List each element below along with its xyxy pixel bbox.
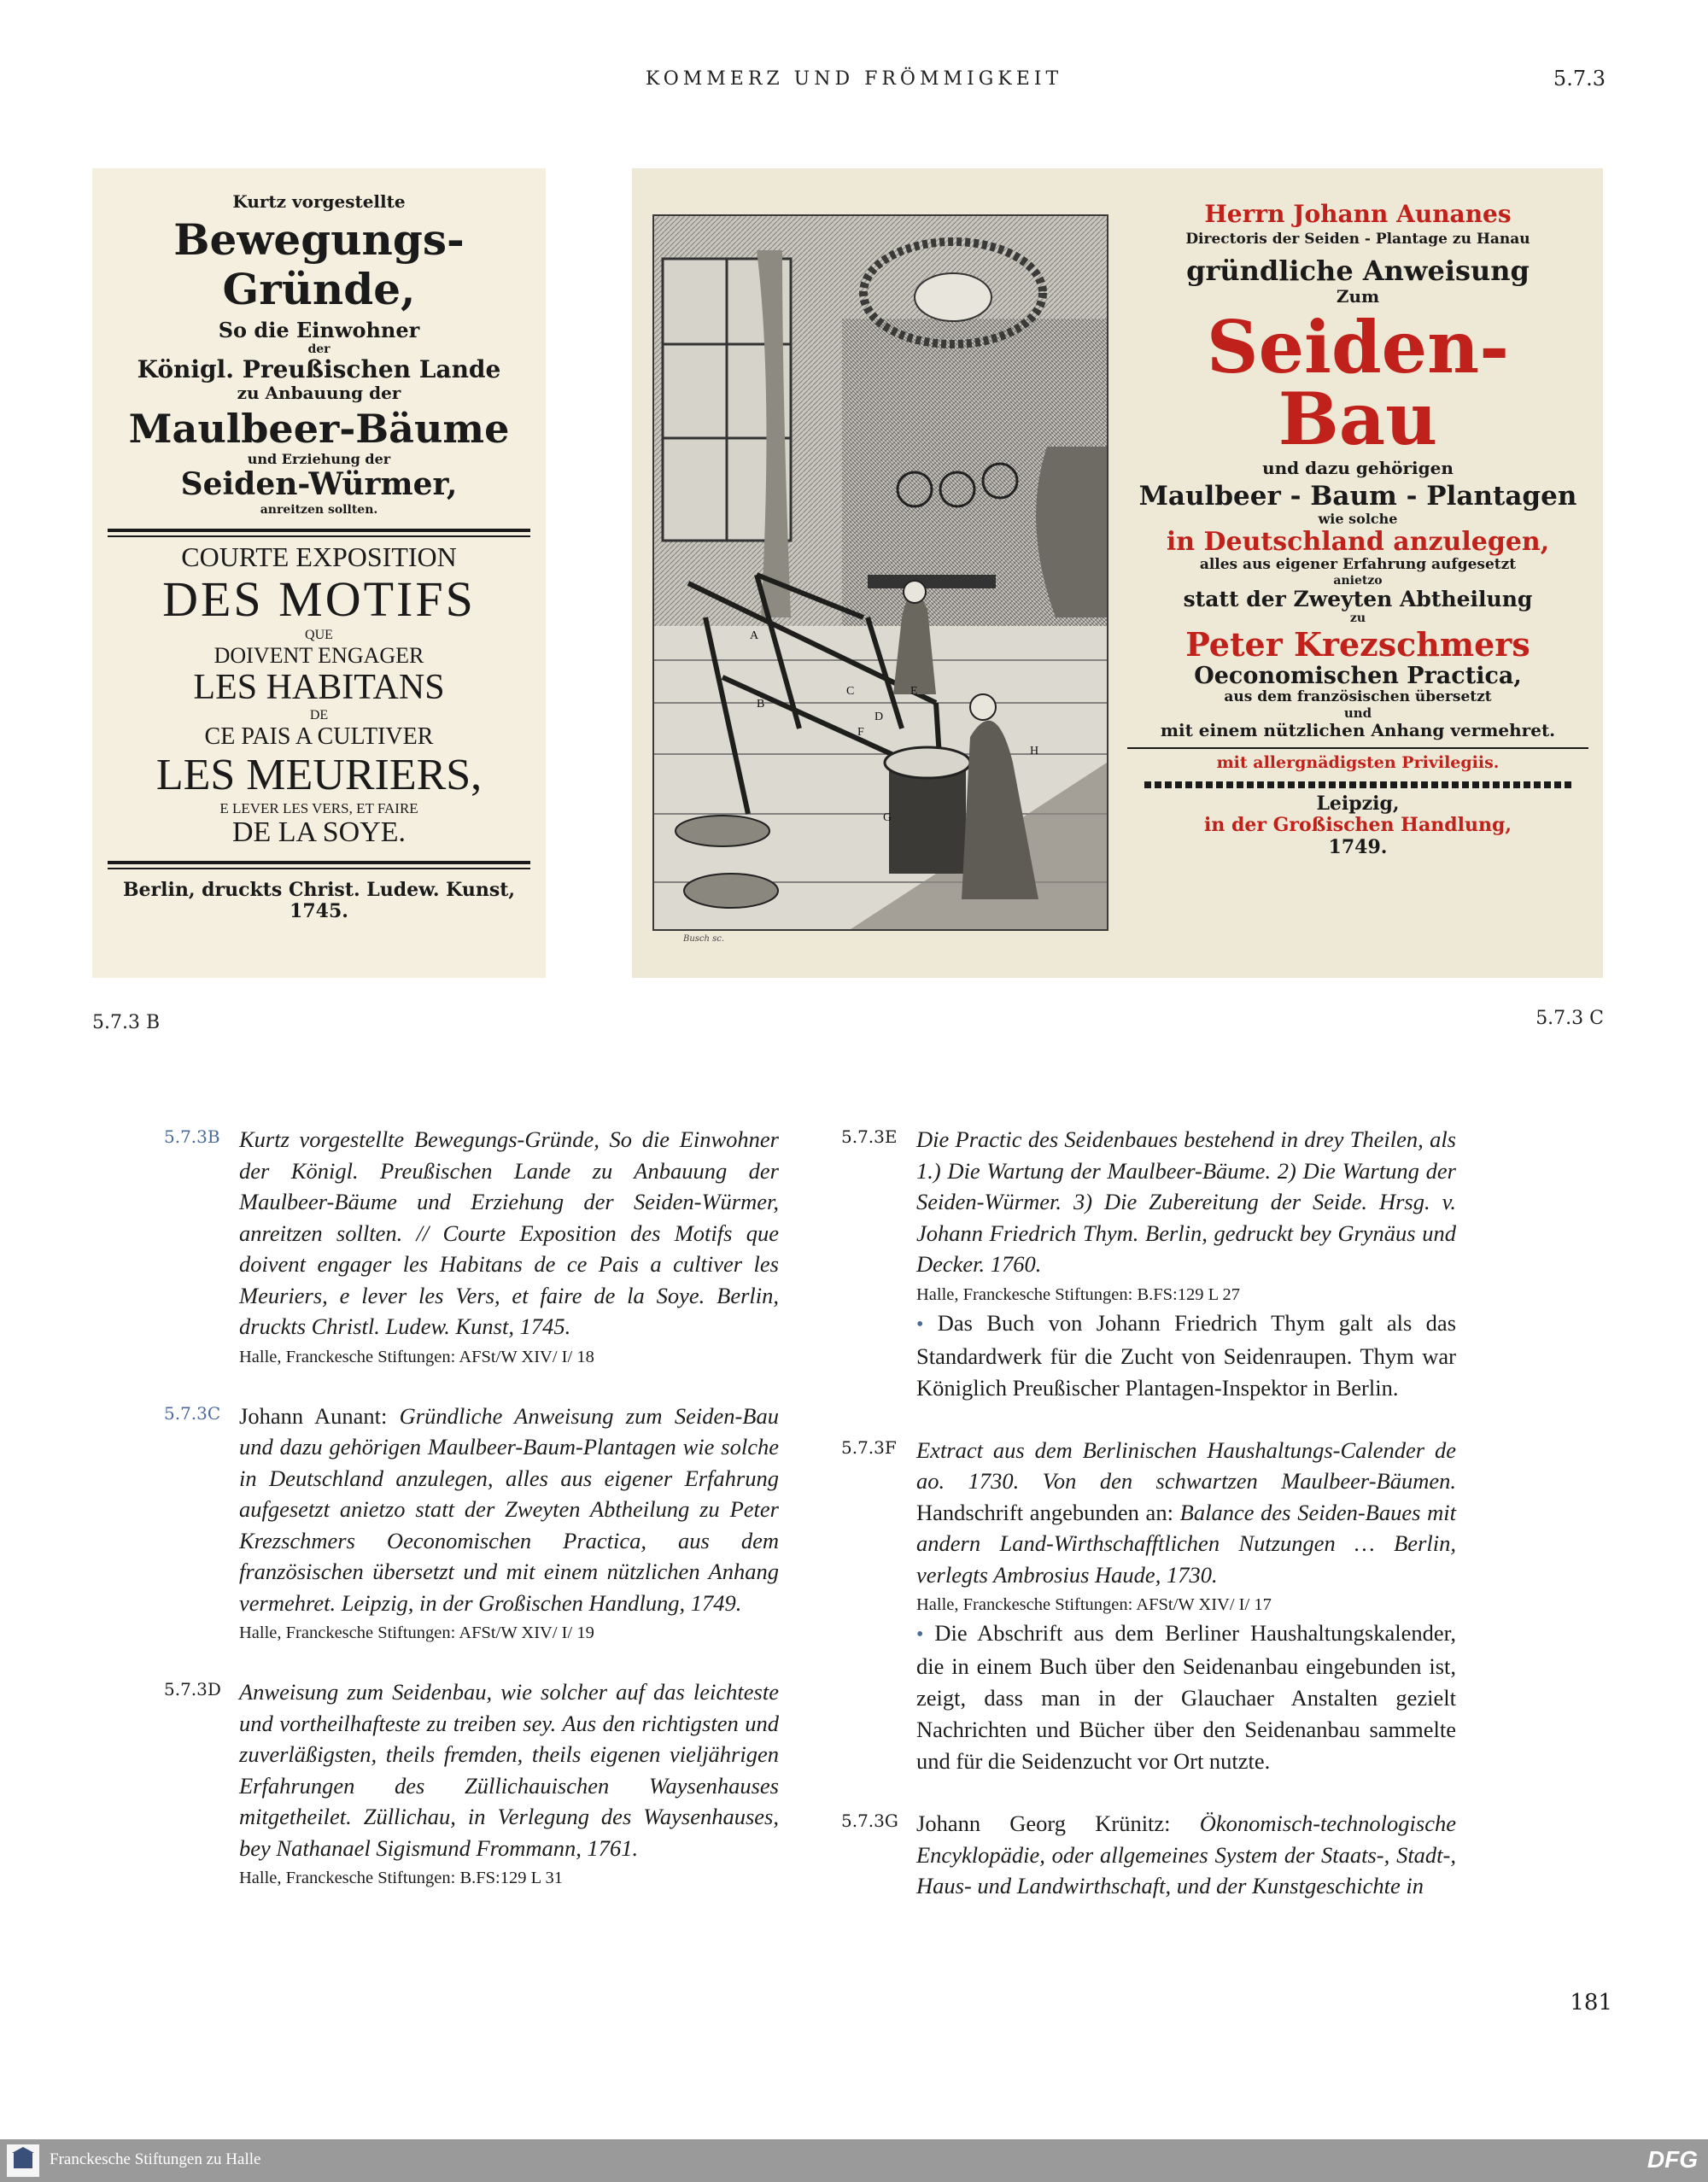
tp-b-french-headline: LES MEURIERS, xyxy=(155,750,483,799)
tp-b-rule xyxy=(108,535,530,537)
tp-b-french-line: COURTE EXPOSITION xyxy=(181,541,457,572)
engraving-letter: B xyxy=(757,698,765,711)
tp-c-line: in Deutschland anzulegen, xyxy=(1166,526,1550,557)
tp-c-line: 1749. xyxy=(1328,835,1388,858)
tp-b-line: und Erziehung der xyxy=(247,450,391,467)
entry-plain-text: Handschrift angebunden an: xyxy=(916,1499,1180,1525)
tp-b-french-line: CE PAIS A CULTIVER xyxy=(204,723,434,751)
engraving-letter: A xyxy=(750,629,759,642)
tp-b-imprint: Berlin, druckts Christ. Ludew. Kunst, 1745. xyxy=(122,879,516,923)
footer-brand: DFG xyxy=(1647,2146,1698,2173)
entry-location: Halle, Franckesche Stiftungen: B.FS:129 L 31 xyxy=(239,1869,564,1887)
tp-b-line: Kurtz vorgestellte xyxy=(232,191,406,212)
bullet-icon: • xyxy=(916,1313,924,1336)
tp-b-headline: Seiden-Würmer, xyxy=(180,466,458,503)
page-number: 181 xyxy=(1570,1990,1612,2015)
entry-number: 5.7.3G xyxy=(841,1811,898,1831)
tp-c-line: mit einem nützlichen Anhang vermehret. xyxy=(1160,720,1556,741)
tp-c-line: aus dem französischen übersetzt xyxy=(1224,688,1492,706)
entry-number: 5.7.3D xyxy=(164,1679,221,1699)
plate-label-b: 5.7.3 B xyxy=(92,1012,161,1033)
entry-location: Halle, Franckesche Stiftungen: AFSt/W XIV/ I/ 19 xyxy=(239,1623,594,1642)
tp-b-headline: Maulbeer-Bäume xyxy=(128,405,510,452)
engraving-letter: D xyxy=(874,711,884,723)
tp-c-line: alles aus eigener Erfahrung aufgesetzt xyxy=(1199,556,1517,574)
tp-b-french-headline: LES HABITANS xyxy=(193,668,445,708)
institution-logo-icon xyxy=(7,2144,39,2177)
tp-c-line: statt der Zweyten Abtheilung xyxy=(1183,586,1533,611)
entry-note: Die Abschrift aus dem Berliner Haushaltungskalender, die in einem Buch über den Seidenanbau eingebunden ist, zeigt, dass man in der Glauchaer Anstalten gezielt Nachrichten und Bücher über den Seidenanbau sammelte und für die Seidenzucht vor Ort nutzte. xyxy=(916,1620,1456,1774)
entry-note: Das Buch von Johann Friedrich Thym galt als das Standardwerk für die Zucht von Seidenraupen. Thym war Königlich Preußischer Plantagen-Inspektor in Berlin. xyxy=(916,1309,1457,1401)
tp-b-line: anreitzen sollten. xyxy=(260,502,378,517)
catalogue-entry xyxy=(164,1124,779,1370)
tp-c-line: gründliche Anweisung xyxy=(1186,254,1530,287)
tp-b-french-headline: DES MOTIFS xyxy=(162,571,476,628)
engraving-illustration xyxy=(654,216,1107,929)
tp-c-line: und dazu gehörigen xyxy=(1262,457,1454,478)
tp-c-ornament xyxy=(1144,781,1571,788)
footer-bar xyxy=(0,2139,1708,2182)
tp-c-line: Zum xyxy=(1336,285,1380,307)
entry-title: Die Practic des Seidenbaues bestehend in drey Theilen, als 1.) Die Wartung der Maulbeer-Bäume. 2) Die Wartung der Seiden-Würmer. 3) Die Zubereitung der Seide. Hrsg. v. Johann Friedrich Thym. Berlin, gedruckt bey Grynäus und Decker. 1760. xyxy=(916,1126,1456,1277)
running-head: KOMMERZ UND FRÖMMIGKEIT xyxy=(645,68,1063,90)
tp-b-rule xyxy=(108,868,530,869)
entry-title: Anweisung zum Seidenbau, wie solcher auf das leichteste und vortheilhafteste zu treiben sey. Aus den richtigsten und zuverläßigsten, theils fremden, theils eigenen vieljährigen Erfahrungen des Züllichauischen Waysenhauses mitgetheilet. Züllichau, in Verlegung des Waysenhauses, bey Nathanael Sigismund Frommann, 1761. xyxy=(239,1679,779,1861)
entry-title: Gründliche Anweisung zum Seiden-Bau und dazu gehörigen Maulbeer-Baum-Plantagen wie solche in Deutschland anzulegen, alles aus eigener Erfahrung aufgesetzt anietzo statt der Zweyten Abtheilung zu Peter Krezschmers Oeconomischen Practica, aus dem französischen übersetzt und mit einem nützlichen Anhang vermehret. Leipzig, in der Großischen Handlung, 1749. xyxy=(239,1402,779,1616)
entry-number: 5.7.3B xyxy=(164,1126,220,1147)
tp-c-line: und xyxy=(1343,705,1372,721)
tp-c-line: Maulbeer - Baum - Plantagen xyxy=(1138,480,1577,512)
plate-label-c: 5.7.3 C xyxy=(1535,1008,1604,1029)
section-number: 5.7.3 xyxy=(1553,67,1606,91)
catalogue-entry xyxy=(841,1808,1456,1902)
catalogue-column-left xyxy=(164,1124,779,1922)
catalogue-entry xyxy=(841,1124,1456,1404)
engraving-letter: C xyxy=(846,685,855,698)
tp-c-line: Herrn Johann Aunanes xyxy=(1204,200,1512,228)
engraving-letter: G xyxy=(883,811,892,824)
tp-b-line: Königl. Preußischen Lande xyxy=(137,354,501,383)
tp-b-french-line: DE xyxy=(309,708,329,723)
tp-c-line: wie solche xyxy=(1318,511,1398,528)
tp-b-line: So die Einwohner xyxy=(218,318,420,342)
entry-author: Johann Georg Krünitz: xyxy=(916,1811,1200,1836)
entry-number: 5.7.3C xyxy=(164,1402,221,1424)
entry-title: Kurtz vorgestellte Bewegungs-Gründe, So die Einwohner der Königl. Preußischen Lande zu Anbauung der Maulbeer-Bäume und Erziehung der Seiden-Würmer, anreitzen sollten. // Courte Exposition des Motifs que doivent engager les Habitans de ce Pais a cultiver les Meuriers, e lever les Vers, et faire de la Soye. Berlin, druckts Christl. Ludew. Kunst, 1745. xyxy=(239,1126,779,1339)
tp-b-rule xyxy=(108,861,530,864)
tp-b-headline: Bewegungs-Gründe, xyxy=(173,214,465,314)
title-page-c xyxy=(1127,201,1588,858)
tp-c-line: in der Großischen Handlung, xyxy=(1203,814,1512,837)
tp-c-line: anietzo xyxy=(1333,573,1383,588)
engraving-letter: E xyxy=(910,685,918,698)
entry-number: 5.7.3F xyxy=(841,1436,897,1458)
engraving-letter: H xyxy=(1030,745,1039,758)
tp-b-line: zu Anbauung der xyxy=(237,382,401,403)
tp-c-line: Leipzig, xyxy=(1316,792,1400,815)
plate-c-spread xyxy=(632,168,1603,978)
tp-b-line: der xyxy=(307,342,330,356)
tp-c-line: Oeconomischen Practica, xyxy=(1194,663,1522,690)
catalogue-entry xyxy=(164,1676,779,1891)
tp-c-line: zu xyxy=(1349,611,1366,626)
catalogue-column-right xyxy=(841,1124,1456,1933)
tp-c-line: mit allergnädigsten Privilegiis. xyxy=(1216,753,1500,773)
tp-c-line: Peter Krezschmers xyxy=(1185,624,1530,664)
tp-b-french-line: E LEVER LES VERS, ET FAIRE xyxy=(219,799,418,816)
bullet-icon: • xyxy=(916,1623,924,1646)
tp-c-line: Directoris der Seiden - Plantage zu Hanau xyxy=(1185,231,1530,249)
engraving-caption: Busch sc. xyxy=(683,934,725,944)
catalogue-entry xyxy=(164,1401,779,1647)
entry-title: Ökonomisch-technologische Encyklopädie, oder allgemeines System der Staats-, Stadt-, Haus- und Landwirthschaft, und der Kunstgeschichte in xyxy=(916,1811,1456,1898)
catalogue-entry xyxy=(841,1435,1456,1778)
tp-b-french-line: QUE xyxy=(305,628,333,643)
frontispiece-engraving xyxy=(652,214,1108,931)
tp-b-rule xyxy=(108,529,530,532)
footer-institution: Franckesche Stiftungen zu Halle xyxy=(50,2150,261,2168)
plate-b-title-page xyxy=(92,168,546,978)
entry-number: 5.7.3E xyxy=(841,1126,898,1147)
tp-b-french-line: DE LA SOYE. xyxy=(231,816,407,848)
entry-title: Extract aus dem Berlinischen Haushaltungs-Calender de ao. 1730. Von den schwartzen Maulbeer-Bäumen. xyxy=(916,1436,1456,1494)
entry-location: Halle, Franckesche Stiftungen: AFSt/W XIV/ I/ 18 xyxy=(239,1347,594,1366)
tp-c-headline: Seiden-Bau xyxy=(1206,304,1510,461)
engraving-letter: F xyxy=(857,726,864,739)
entry-location: Halle, Franckesche Stiftungen: AFSt/W XIV/ I/ 17 xyxy=(916,1595,1272,1614)
tp-b-french-line: DOIVENT ENGAGER xyxy=(214,643,424,669)
entry-author: Johann Aunant: xyxy=(239,1402,400,1429)
entry-location: Halle, Franckesche Stiftungen: B.FS:129 L 27 xyxy=(916,1284,1241,1304)
tp-c-rule xyxy=(1127,747,1588,749)
entry-title-2: Balance des Seiden-Baues mit andern Land-Wirthschafftlichen Nutzungen … Berlin, verlegts Ambrosius Haude, 1730. xyxy=(916,1499,1456,1588)
